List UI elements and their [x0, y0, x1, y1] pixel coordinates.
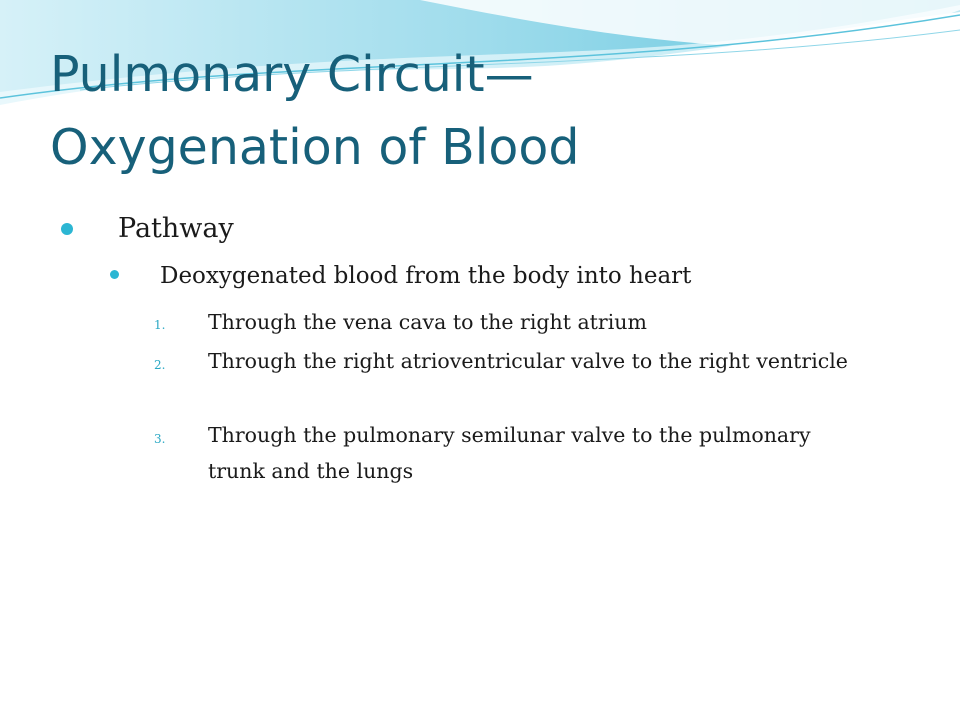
numbered-item-3: Through the pulmonary semilunar valve to the pulmonary trunk and the lungs	[208, 423, 811, 483]
item-number-3: 3.	[154, 432, 166, 446]
slide-title	[50, 38, 579, 184]
sub-bullet-deoxygenated: Deoxygenated blood from the body into heart	[160, 263, 692, 289]
bullet-dot-icon	[61, 223, 73, 235]
slide-title-line-2: Oxygenation of Blood	[50, 119, 580, 176]
sub-bullet-dot-icon	[110, 270, 119, 279]
bullet-pathway: Pathway	[118, 213, 234, 244]
slide-title-line-1: Pulmonary Circuit—	[50, 46, 534, 103]
numbered-item-2: Through the right atrioventricular valve to the right ventricle	[208, 349, 848, 373]
numbered-item-1: Through the vena cava to the right atrium	[208, 310, 647, 334]
item-number-2: 2.	[154, 358, 166, 372]
item-number-1: 1.	[154, 318, 166, 332]
